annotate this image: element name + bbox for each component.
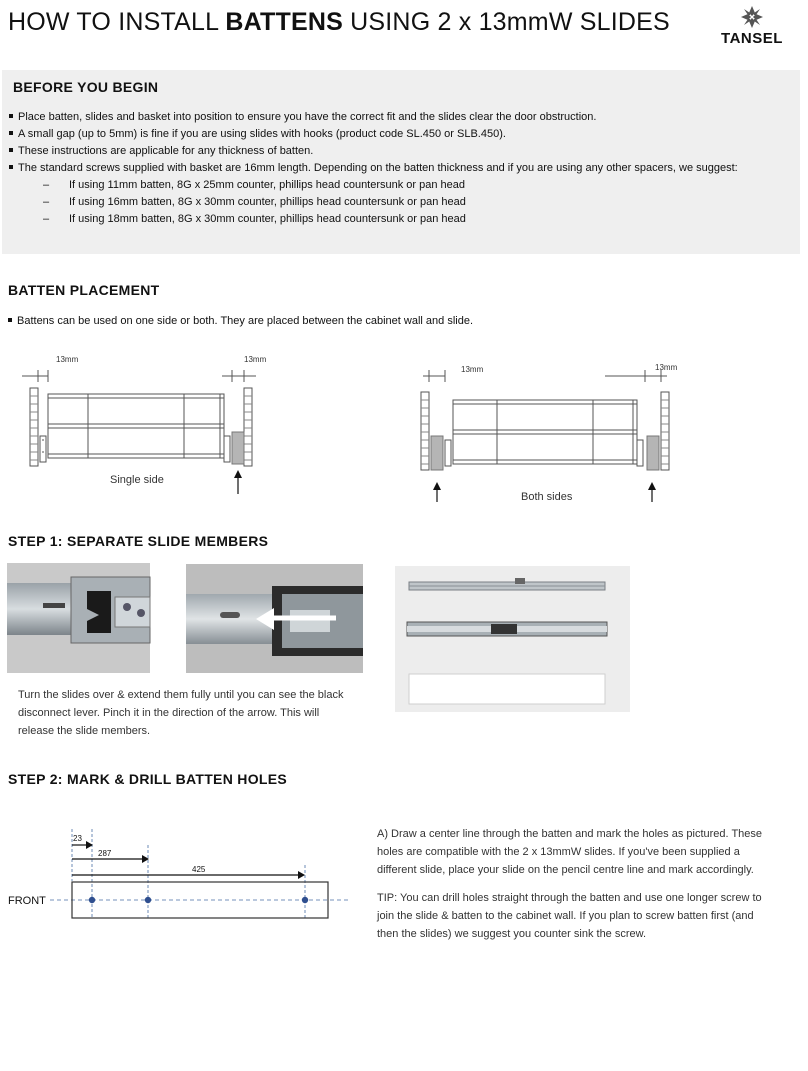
right-cabinet-wall (661, 392, 669, 470)
tansel-logo (712, 4, 792, 48)
list-item: The standard screws supplied with basket are 16mm length. Depending on the batten thickness and if you are using any other spacers, we suggest: (9, 160, 738, 177)
arrow-up-icon (433, 482, 441, 490)
list-item: Place batten, slides and basket into position to ensure you have the correct fit and the slides clear the door obstruction. (9, 109, 738, 126)
batten (431, 436, 443, 470)
left-slide (445, 440, 451, 466)
left-slide (40, 436, 46, 462)
both-sides-diagram (415, 356, 678, 506)
sub-list-item: – If using 11mm batten, 8G x 25mm counter, phillips head countersunk or pan head (43, 179, 466, 191)
step1-caption (18, 686, 344, 740)
basket (48, 394, 224, 458)
left-cabinet-wall (30, 388, 38, 466)
placement-bullet: Battens can be used on one side or both. They are placed between the cabinet wall and slide. (8, 313, 473, 330)
list-item: These instructions are applicable for any thickness of batten. (9, 143, 738, 160)
right-cabinet-wall (244, 388, 252, 466)
caption-line: disconnect lever. Pinch it in the direction of the arrow. This will (18, 707, 320, 719)
dim-label: 13mm (244, 355, 267, 364)
step2-tip: TIP: You can drill holes straight through the batten and use one longer screw to join the slide & batten to the cabinet wall. If you plan to screw batten first (and then the slides) we suggest you counter sink the screw. (377, 892, 762, 940)
right-slide (224, 436, 230, 462)
slide-closeup-photo-1 (7, 563, 150, 673)
step2-heading: STEP 2: MARK & DRILL BATTEN HOLES (8, 771, 288, 787)
drill-hole (145, 897, 151, 903)
dim-label: 13mm (56, 355, 79, 364)
before-list (9, 109, 738, 228)
dim-425: 425 (192, 865, 206, 874)
separated-slides-photo (395, 566, 630, 712)
step2-instructions: A) Draw a center line through the batten and mark the holes as pictured. These holes are compatible with the 2 x 13mmW slides. If you've been supplied a different slide, place your slide on the pencil centre line and mark accordingly. (377, 828, 763, 876)
dim-23: 23 (73, 834, 82, 843)
sub-list-item: – If using 18mm batten, 8G x 30mm counter, phillips head countersunk or pan head (43, 213, 466, 225)
batten-drilling-diagram (0, 825, 360, 925)
basket (453, 400, 637, 464)
placement-heading: BATTEN PLACEMENT (8, 282, 160, 298)
step1-heading: STEP 1: SEPARATE SLIDE MEMBERS (8, 533, 269, 549)
front-label: FRONT (8, 895, 46, 907)
sub-list-item: – If using 16mm batten, 8G x 30mm counter, phillips head countersunk or pan head (43, 196, 466, 208)
slide-closeup-photo-2 (186, 564, 363, 673)
dim-label: 13mm (461, 365, 484, 374)
single-side-label: Single side (110, 474, 164, 486)
left-cabinet-wall (421, 392, 429, 470)
both-sides-label: Both sides (521, 491, 573, 503)
drill-hole (302, 897, 308, 903)
batten (232, 432, 244, 464)
page-title: HOW TO INSTALL BATTENS USING 2 x 13mmW SLIDES (8, 8, 670, 36)
caption-line: Turn the slides over & extend them fully until you can see the black (18, 689, 344, 701)
brand-name: TANSEL (721, 30, 783, 47)
tansel-emblem-icon (712, 4, 792, 30)
before-heading: BEFORE YOU BEGIN (13, 79, 159, 95)
list-item: A small gap (up to 5mm) is fine if you are using slides with hooks (product code SL.450 or SLB.450). (9, 126, 738, 143)
right-slide (637, 440, 643, 466)
drill-hole (89, 897, 95, 903)
arrow-right-icon (298, 871, 305, 879)
arrow-up-icon (648, 482, 656, 490)
batten (647, 436, 659, 470)
arrow-up-icon (234, 470, 242, 478)
caption-line: release the slide members. (18, 725, 151, 737)
dim-label: 13mm (655, 363, 678, 372)
dim-287: 287 (98, 849, 112, 858)
arrow-right-icon (86, 841, 93, 849)
